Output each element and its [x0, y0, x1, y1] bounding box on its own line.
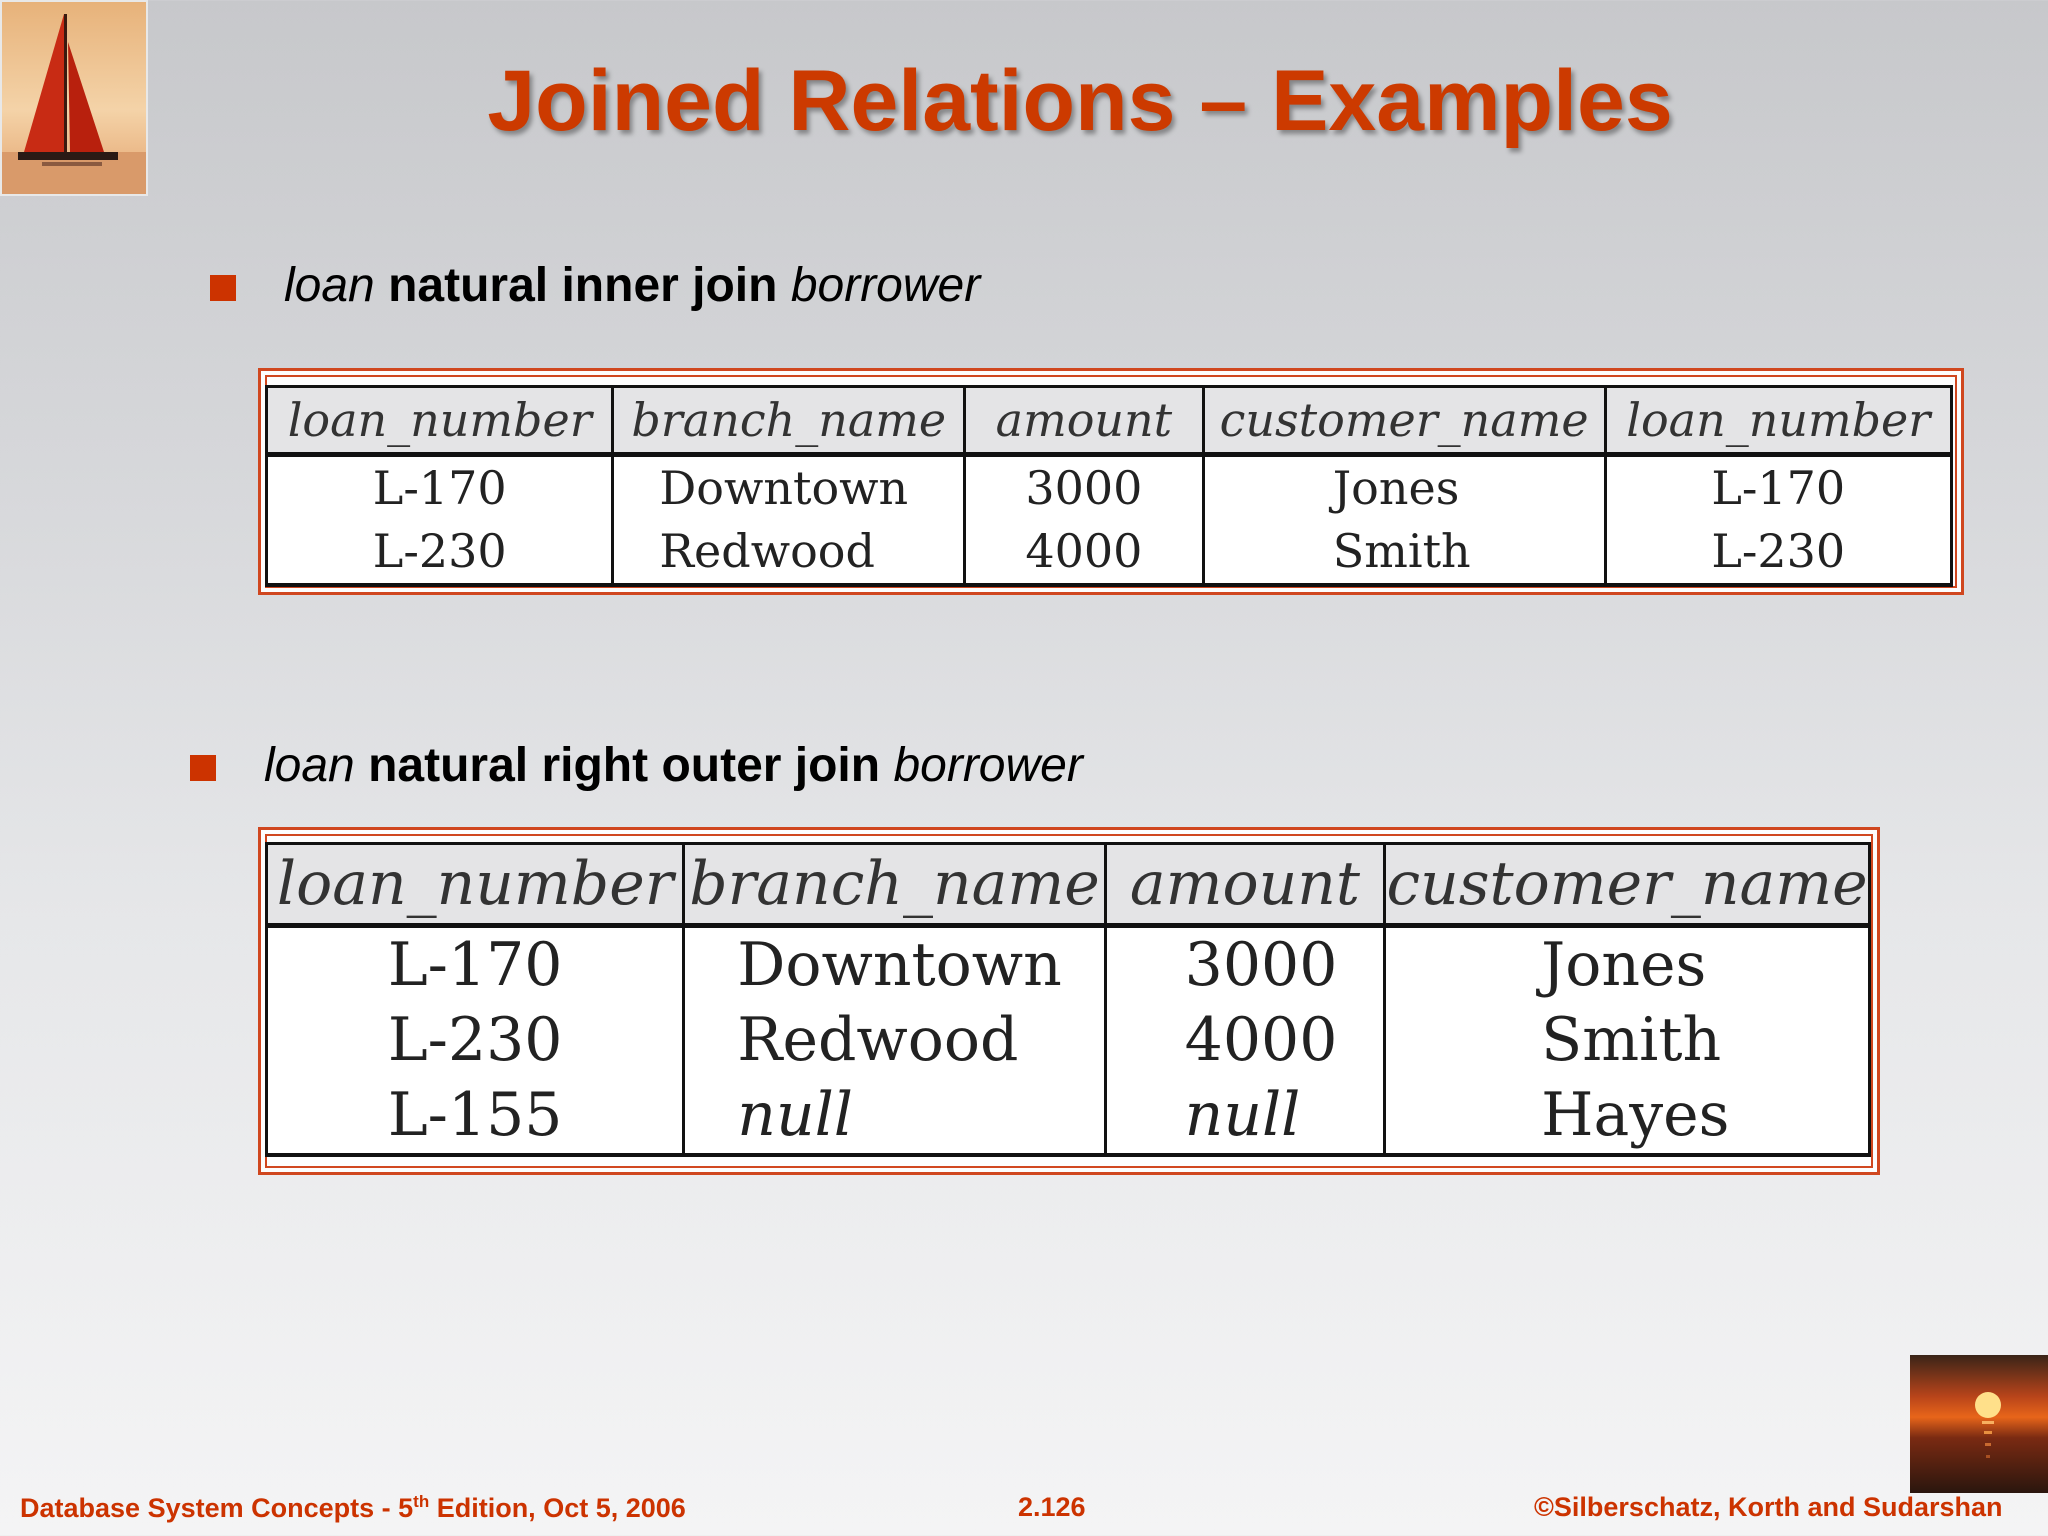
table-cell: 3000 [1184, 930, 1338, 1000]
header-amount: amount [1105, 844, 1384, 926]
column-branch-name [613, 455, 965, 586]
column-amount [965, 455, 1204, 586]
table-cell: 4000 [1025, 524, 1143, 578]
bullet-square-icon [210, 275, 236, 301]
table-cell: Hayes [1541, 1080, 1730, 1150]
left-operand: loan [284, 259, 375, 312]
sunset-image [1910, 1355, 2048, 1493]
column-loan-number [267, 926, 684, 1156]
header-loan-number: loan_number [267, 844, 684, 926]
table-cell: Downtown [659, 461, 909, 515]
table-cell: L-230 [1711, 524, 1846, 578]
table-cell: L-170 [1711, 461, 1846, 515]
page-number: 2.126 [1018, 1492, 1086, 1522]
header-customer-name: customer_name [1203, 387, 1605, 455]
table-cell: 4000 [1184, 1005, 1338, 1075]
header-customer-name: customer_name [1385, 844, 1870, 926]
footer-copyright: ©Silberschatz, Korth and Sudarshan [1534, 1492, 2003, 1522]
outer-join-table [265, 842, 1871, 1157]
right-operand: borrower [790, 259, 981, 312]
table-cell: Redwood [737, 1005, 1019, 1075]
superscript: th [413, 1492, 430, 1511]
header-loan-number-2: loan_number [1605, 387, 1951, 455]
inner-join-table [265, 385, 1953, 587]
bullet-square-icon [190, 755, 216, 781]
column-branch-name [684, 926, 1105, 1156]
join-operator: natural inner join [388, 259, 778, 312]
table-cell: Jones [1541, 930, 1707, 1000]
table-cell: null [737, 1080, 853, 1150]
slide-title: Joined Relations – Examples [487, 53, 1673, 149]
header-loan-number: loan_number [267, 387, 613, 455]
column-loan-number [267, 455, 613, 586]
table-cell: Jones [1332, 461, 1460, 515]
table-cell: L-230 [387, 1005, 563, 1075]
table-cell: L-230 [372, 524, 507, 578]
column-loan-number-2 [1605, 455, 1951, 586]
table-cell: L-170 [372, 461, 507, 515]
table-cell: L-170 [387, 930, 563, 1000]
table-cell: null [1184, 1080, 1301, 1150]
table-cell: Downtown [737, 930, 1062, 1000]
column-customer-name [1385, 926, 1870, 1156]
footer-course: Database System Concepts - 5th Edition, Oct 5, 2006 [20, 1492, 686, 1523]
join-operator: natural right outer join [368, 739, 881, 792]
header-amount: amount [965, 387, 1204, 455]
column-customer-name [1203, 455, 1605, 586]
table-cell: L-155 [387, 1080, 563, 1150]
header-branch-name: branch_name [684, 844, 1105, 926]
table-cell: 3000 [1025, 461, 1143, 515]
right-operand: borrower [893, 739, 1083, 792]
column-amount [1105, 926, 1384, 1156]
table-cell: Smith [1332, 524, 1471, 578]
header-branch-name: branch_name [613, 387, 965, 455]
table-cell: Redwood [659, 524, 875, 578]
table-cell: Smith [1541, 1005, 1722, 1075]
left-operand: loan [264, 739, 355, 792]
